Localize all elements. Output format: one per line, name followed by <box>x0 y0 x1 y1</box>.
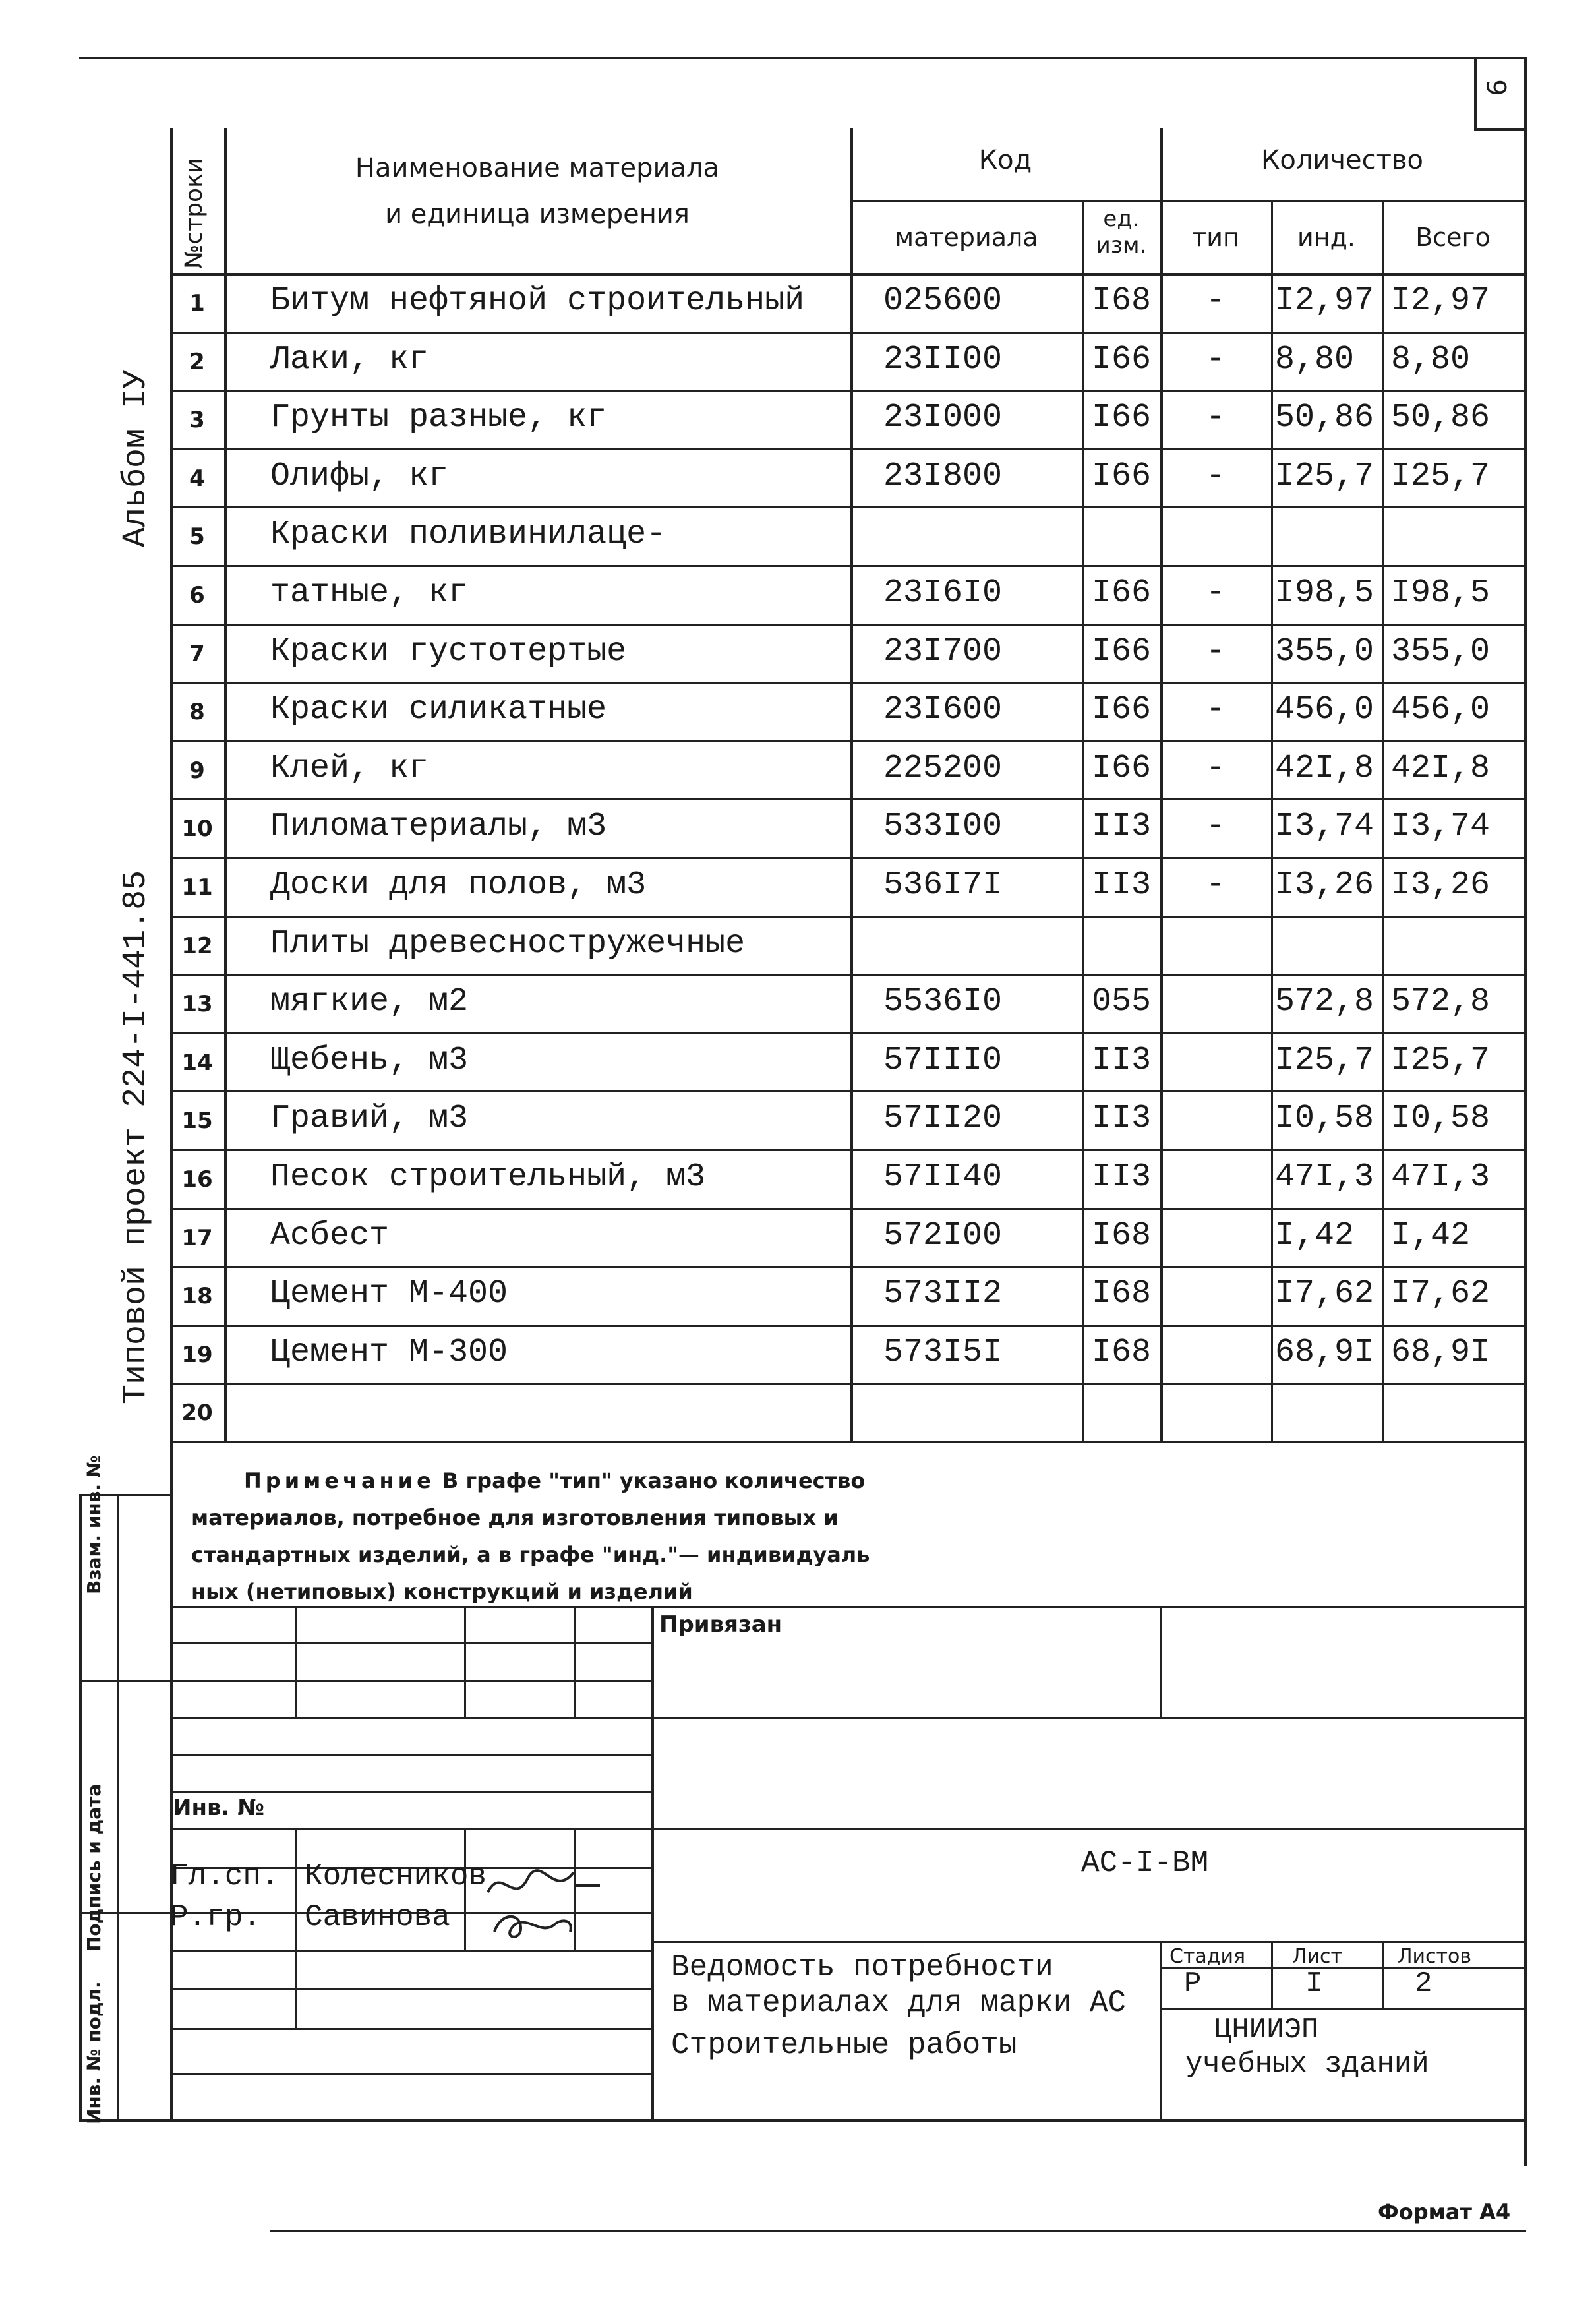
qty-ind: 8,80 <box>1275 340 1355 378</box>
row-rule <box>170 1383 1524 1385</box>
unit-code: I68 <box>1092 1275 1152 1313</box>
row-rule <box>170 332 1524 334</box>
stamp-rule <box>170 2028 651 2030</box>
row-number: 9 <box>189 757 205 784</box>
material-code: 533I00 <box>883 808 1003 846</box>
material-code: 225200 <box>883 749 1003 787</box>
qty-type: - <box>1205 282 1226 320</box>
qty-total: 355,0 <box>1391 632 1491 671</box>
material-code: 23I6I0 <box>883 574 1003 612</box>
row-rule <box>170 624 1524 626</box>
sheets-value: 2 <box>1415 1967 1433 2000</box>
unit-code: I68 <box>1092 1216 1152 1255</box>
row-number: 15 <box>181 1108 213 1135</box>
qty-ind: I3,26 <box>1275 866 1374 904</box>
material-name: Клей, кг <box>270 749 429 787</box>
row-number: 13 <box>181 991 213 1018</box>
role2: Р.гр. <box>170 1900 262 1934</box>
stamp-col <box>1160 1606 1162 1717</box>
inv-no-label: Инв. № <box>173 1795 265 1821</box>
qty-ind: 47I,3 <box>1275 1158 1374 1196</box>
row-number: 17 <box>181 1224 213 1251</box>
unit-code: I66 <box>1092 457 1152 495</box>
row-number: 7 <box>189 640 205 667</box>
qty-type: - <box>1205 457 1226 495</box>
material-name: Битум нефтяной строительный <box>270 282 805 320</box>
header-row-no: №строки <box>181 158 208 269</box>
row-number: 3 <box>189 407 205 434</box>
stamp-rule <box>170 1606 1524 1608</box>
stamp-rule <box>170 1642 651 1644</box>
note-line4: ных (нетиповых) конструкций и изделий <box>191 1579 693 1604</box>
qty-total: 42I,8 <box>1391 749 1491 787</box>
qty-total: 50,86 <box>1391 399 1491 437</box>
person1: Колесников <box>305 1859 487 1894</box>
stage-value: Р <box>1184 1967 1202 2000</box>
qty-ind: I,42 <box>1275 1216 1355 1255</box>
org-line1: ЦНИИЭП <box>1214 2014 1319 2046</box>
attached-label: Привязан <box>659 1611 783 1638</box>
note-line3: стандартных изделий, а в графе "инд."— индивидуаль <box>191 1542 870 1567</box>
bottom-rule <box>270 2230 1526 2232</box>
stamp-label-replaced: Взам. инв. № <box>83 1455 105 1594</box>
stamp-rule <box>170 1754 651 1756</box>
qty-total: I3,26 <box>1391 866 1491 904</box>
stamp-col <box>295 1950 297 2028</box>
row-rule <box>170 1325 1524 1327</box>
material-name: мягкие, м2 <box>270 983 469 1021</box>
person2: Савинова <box>305 1900 450 1934</box>
row-rule <box>170 857 1524 859</box>
sheets-label: Листов <box>1398 1945 1472 1968</box>
stamp-rule <box>170 1988 651 1990</box>
col-border <box>1082 200 1084 1441</box>
note-line1: В графе "тип" указано количество <box>442 1468 866 1493</box>
signatures <box>475 1853 606 1945</box>
qty-total: I2,97 <box>1391 282 1491 320</box>
row-number: 14 <box>181 1049 213 1076</box>
material-code: 536I7I <box>883 866 1003 904</box>
material-name: Краски силикатные <box>270 691 607 729</box>
sheet-label: Лист <box>1292 1945 1343 1968</box>
qty-ind: I2,97 <box>1275 282 1374 320</box>
qty-total: I25,7 <box>1391 1041 1491 1079</box>
qty-total: 47I,3 <box>1391 1158 1491 1196</box>
header-qty-ind: инд. <box>1297 223 1355 252</box>
header-code: Код <box>978 145 1032 175</box>
stamp-col <box>295 1828 297 1950</box>
album-label: Альбом IУ <box>117 369 155 547</box>
unit-code: I66 <box>1092 574 1152 612</box>
header-name-line1: Наименование материала <box>355 153 720 183</box>
stamp-rule <box>170 2119 1524 2122</box>
stamp-rule <box>651 1828 1524 1830</box>
row-number: 19 <box>181 1341 213 1368</box>
row-rule <box>170 390 1524 392</box>
material-name: Олифы, кг <box>270 457 449 495</box>
unit-code: I66 <box>1092 340 1152 378</box>
row-rule <box>170 1090 1524 1092</box>
qty-type: - <box>1205 632 1226 671</box>
row-rule <box>170 974 1524 976</box>
col-border <box>224 128 227 1441</box>
qty-ind: I0,58 <box>1275 1100 1374 1138</box>
material-name: Цемент М-400 <box>270 1275 508 1313</box>
header-rule <box>170 273 1524 276</box>
sheet-value: I <box>1305 1967 1323 2000</box>
col-border <box>1271 200 1273 1441</box>
row-number: 1 <box>189 290 205 316</box>
material-code: 5536I0 <box>883 983 1003 1021</box>
row-rule <box>170 1149 1524 1151</box>
qty-total: 572,8 <box>1391 983 1491 1021</box>
material-code: 57II40 <box>883 1158 1003 1196</box>
header-qty-type: тип <box>1192 223 1239 252</box>
note-line2: материалов, потребное для изготовления типовых и <box>191 1505 839 1530</box>
header-qty-total: Всего <box>1415 223 1491 252</box>
material-name: Плиты древесностружечные <box>270 924 746 963</box>
material-name: Грунты разные, кг <box>270 399 607 437</box>
row-rule <box>170 1441 1524 1443</box>
qty-total: I98,5 <box>1391 574 1491 612</box>
material-name: Цемент М-300 <box>270 1333 508 1371</box>
qty-total: I3,74 <box>1391 808 1491 846</box>
material-code: 23II00 <box>883 340 1003 378</box>
material-name: Пиломатериалы, м3 <box>270 808 607 846</box>
qty-ind: 68,9I <box>1275 1333 1374 1371</box>
stage-label: Стадия <box>1169 1945 1246 1968</box>
row-number: 12 <box>181 932 213 959</box>
qty-type: - <box>1205 691 1226 729</box>
unit-code: II3 <box>1092 1100 1152 1138</box>
stamp-label-signature: Подпись и дата <box>83 1783 105 1952</box>
title-line1: Ведомость потребности <box>671 1950 1053 1984</box>
unit-code: II3 <box>1092 866 1152 904</box>
material-code: 23I600 <box>883 691 1003 729</box>
material-name: Краски поливинилаце- <box>270 516 666 554</box>
stamp-rule <box>651 1941 1524 1943</box>
row-number: 10 <box>181 816 213 843</box>
stamp-rule <box>170 1717 651 1719</box>
stamp-rule <box>651 1717 1524 1719</box>
material-code: 23I800 <box>883 457 1003 495</box>
stamp-rule <box>170 1950 651 1952</box>
stamp-col <box>1382 1941 1384 2008</box>
qty-type: - <box>1205 749 1226 787</box>
row-rule <box>170 1032 1524 1034</box>
note-label: Примечание <box>244 1468 435 1493</box>
title-line3: Строительные работы <box>671 2028 1017 2062</box>
row-number: 18 <box>181 1283 213 1310</box>
row-rule <box>170 798 1524 800</box>
stamp-col <box>574 1606 576 1717</box>
row-rule <box>170 1208 1524 1210</box>
stamp-col <box>651 1606 654 2119</box>
signature-2 <box>494 1917 571 1937</box>
material-code: 573I5I <box>883 1333 1003 1371</box>
qty-total: I7,62 <box>1391 1275 1491 1313</box>
qty-ind: 572,8 <box>1275 983 1374 1021</box>
unit-code: II3 <box>1092 808 1152 846</box>
org-line2: учебных зданий <box>1185 2048 1429 2081</box>
unit-code: I68 <box>1092 1333 1152 1371</box>
header-rule <box>850 200 1524 202</box>
top-border <box>79 57 1526 59</box>
material-code: 57II20 <box>883 1100 1003 1138</box>
row-number: 6 <box>189 582 205 609</box>
material-code: 57III0 <box>883 1041 1003 1079</box>
material-code: 573II2 <box>883 1275 1003 1313</box>
stamp-col <box>464 1606 466 1717</box>
stamp-rule <box>170 1828 651 1830</box>
material-name: Песок строительный, м3 <box>270 1158 706 1196</box>
row-number: 5 <box>189 523 205 551</box>
row-number: 11 <box>181 874 213 901</box>
header-name-line2: и единица измерения <box>385 199 690 229</box>
qty-ind: 42I,8 <box>1275 749 1374 787</box>
material-name: Щебень, м3 <box>270 1041 469 1079</box>
stamp-label-inv: Инв. № подл. <box>83 1981 105 2124</box>
qty-type: - <box>1205 340 1226 378</box>
row-rule <box>170 740 1524 742</box>
doc-code: АС-I-ВМ <box>1081 1846 1209 1880</box>
unit-code: II3 <box>1092 1041 1152 1079</box>
material-code: 025600 <box>883 282 1003 320</box>
qty-type: - <box>1205 866 1226 904</box>
row-number: 2 <box>189 348 205 375</box>
material-name: татные, кг <box>270 574 469 612</box>
row-number: 20 <box>181 1400 213 1427</box>
row-rule <box>170 916 1524 918</box>
stamp-rule <box>79 1680 171 1682</box>
project-label: Типовой проект 224-I-441.85 <box>117 870 155 1404</box>
row-number: 16 <box>181 1166 213 1193</box>
qty-ind: I25,7 <box>1275 1041 1374 1079</box>
header-qty: Количество <box>1260 145 1423 175</box>
unit-code: II3 <box>1092 1158 1152 1196</box>
unit-code: I66 <box>1092 399 1152 437</box>
note-block <box>191 1462 1015 1610</box>
qty-ind: I3,74 <box>1275 808 1374 846</box>
row-rule <box>170 506 1524 508</box>
qty-total: 68,9I <box>1391 1333 1491 1371</box>
unit-code: 055 <box>1092 983 1152 1021</box>
format-label: Формат А4 <box>1378 2199 1511 2224</box>
qty-total: 456,0 <box>1391 691 1491 729</box>
signature-1 <box>488 1870 600 1892</box>
unit-code: I68 <box>1092 282 1152 320</box>
material-code: 23I000 <box>883 399 1003 437</box>
material-name: Лаки, кг <box>270 340 429 378</box>
note-border <box>170 1441 173 1606</box>
material-code: 23I700 <box>883 632 1003 671</box>
qty-total: 8,80 <box>1391 340 1471 378</box>
stamp-left <box>79 1494 82 2119</box>
qty-total: I,42 <box>1391 1216 1471 1255</box>
unit-code: I66 <box>1092 749 1152 787</box>
stamp-col <box>295 1606 297 1717</box>
stamp-rule <box>170 1791 651 1793</box>
qty-total: I0,58 <box>1391 1100 1491 1138</box>
qty-ind: 456,0 <box>1275 691 1374 729</box>
qty-ind: I98,5 <box>1275 574 1374 612</box>
qty-type: - <box>1205 808 1226 846</box>
material-code: 572I00 <box>883 1216 1003 1255</box>
row-rule <box>170 1266 1524 1268</box>
material-name: Асбест <box>270 1216 390 1255</box>
qty-ind: I7,62 <box>1275 1275 1374 1313</box>
qty-type: - <box>1205 574 1226 612</box>
title-line2: в материалах для марки АС <box>671 1986 1127 2020</box>
row-rule <box>170 448 1524 450</box>
row-number: 8 <box>189 699 205 726</box>
stamp-rule <box>170 1680 651 1682</box>
role1: Гл.сп. <box>170 1859 280 1894</box>
unit-code: I66 <box>1092 632 1152 671</box>
qty-type: - <box>1205 399 1226 437</box>
material-name: Краски густотертые <box>270 632 627 671</box>
unit-code: I66 <box>1092 691 1152 729</box>
material-name: Гравий, м3 <box>270 1100 469 1138</box>
header-code-unit: ед. изм. <box>1096 206 1147 258</box>
stamp-rule <box>170 2073 651 2075</box>
stamp-rule <box>1160 2008 1524 2010</box>
page-number: 9 <box>1480 79 1511 96</box>
qty-ind: 50,86 <box>1275 399 1374 437</box>
row-number: 4 <box>189 465 205 492</box>
row-rule <box>170 565 1524 567</box>
header-code-material: материала <box>895 223 1038 252</box>
qty-total: I25,7 <box>1391 457 1491 495</box>
qty-ind: 355,0 <box>1275 632 1374 671</box>
stamp-col <box>1271 1941 1273 2008</box>
row-rule <box>170 682 1524 684</box>
material-name: Доски для полов, м3 <box>270 866 647 904</box>
qty-ind: I25,7 <box>1275 457 1374 495</box>
stamp-left <box>117 1494 119 2119</box>
